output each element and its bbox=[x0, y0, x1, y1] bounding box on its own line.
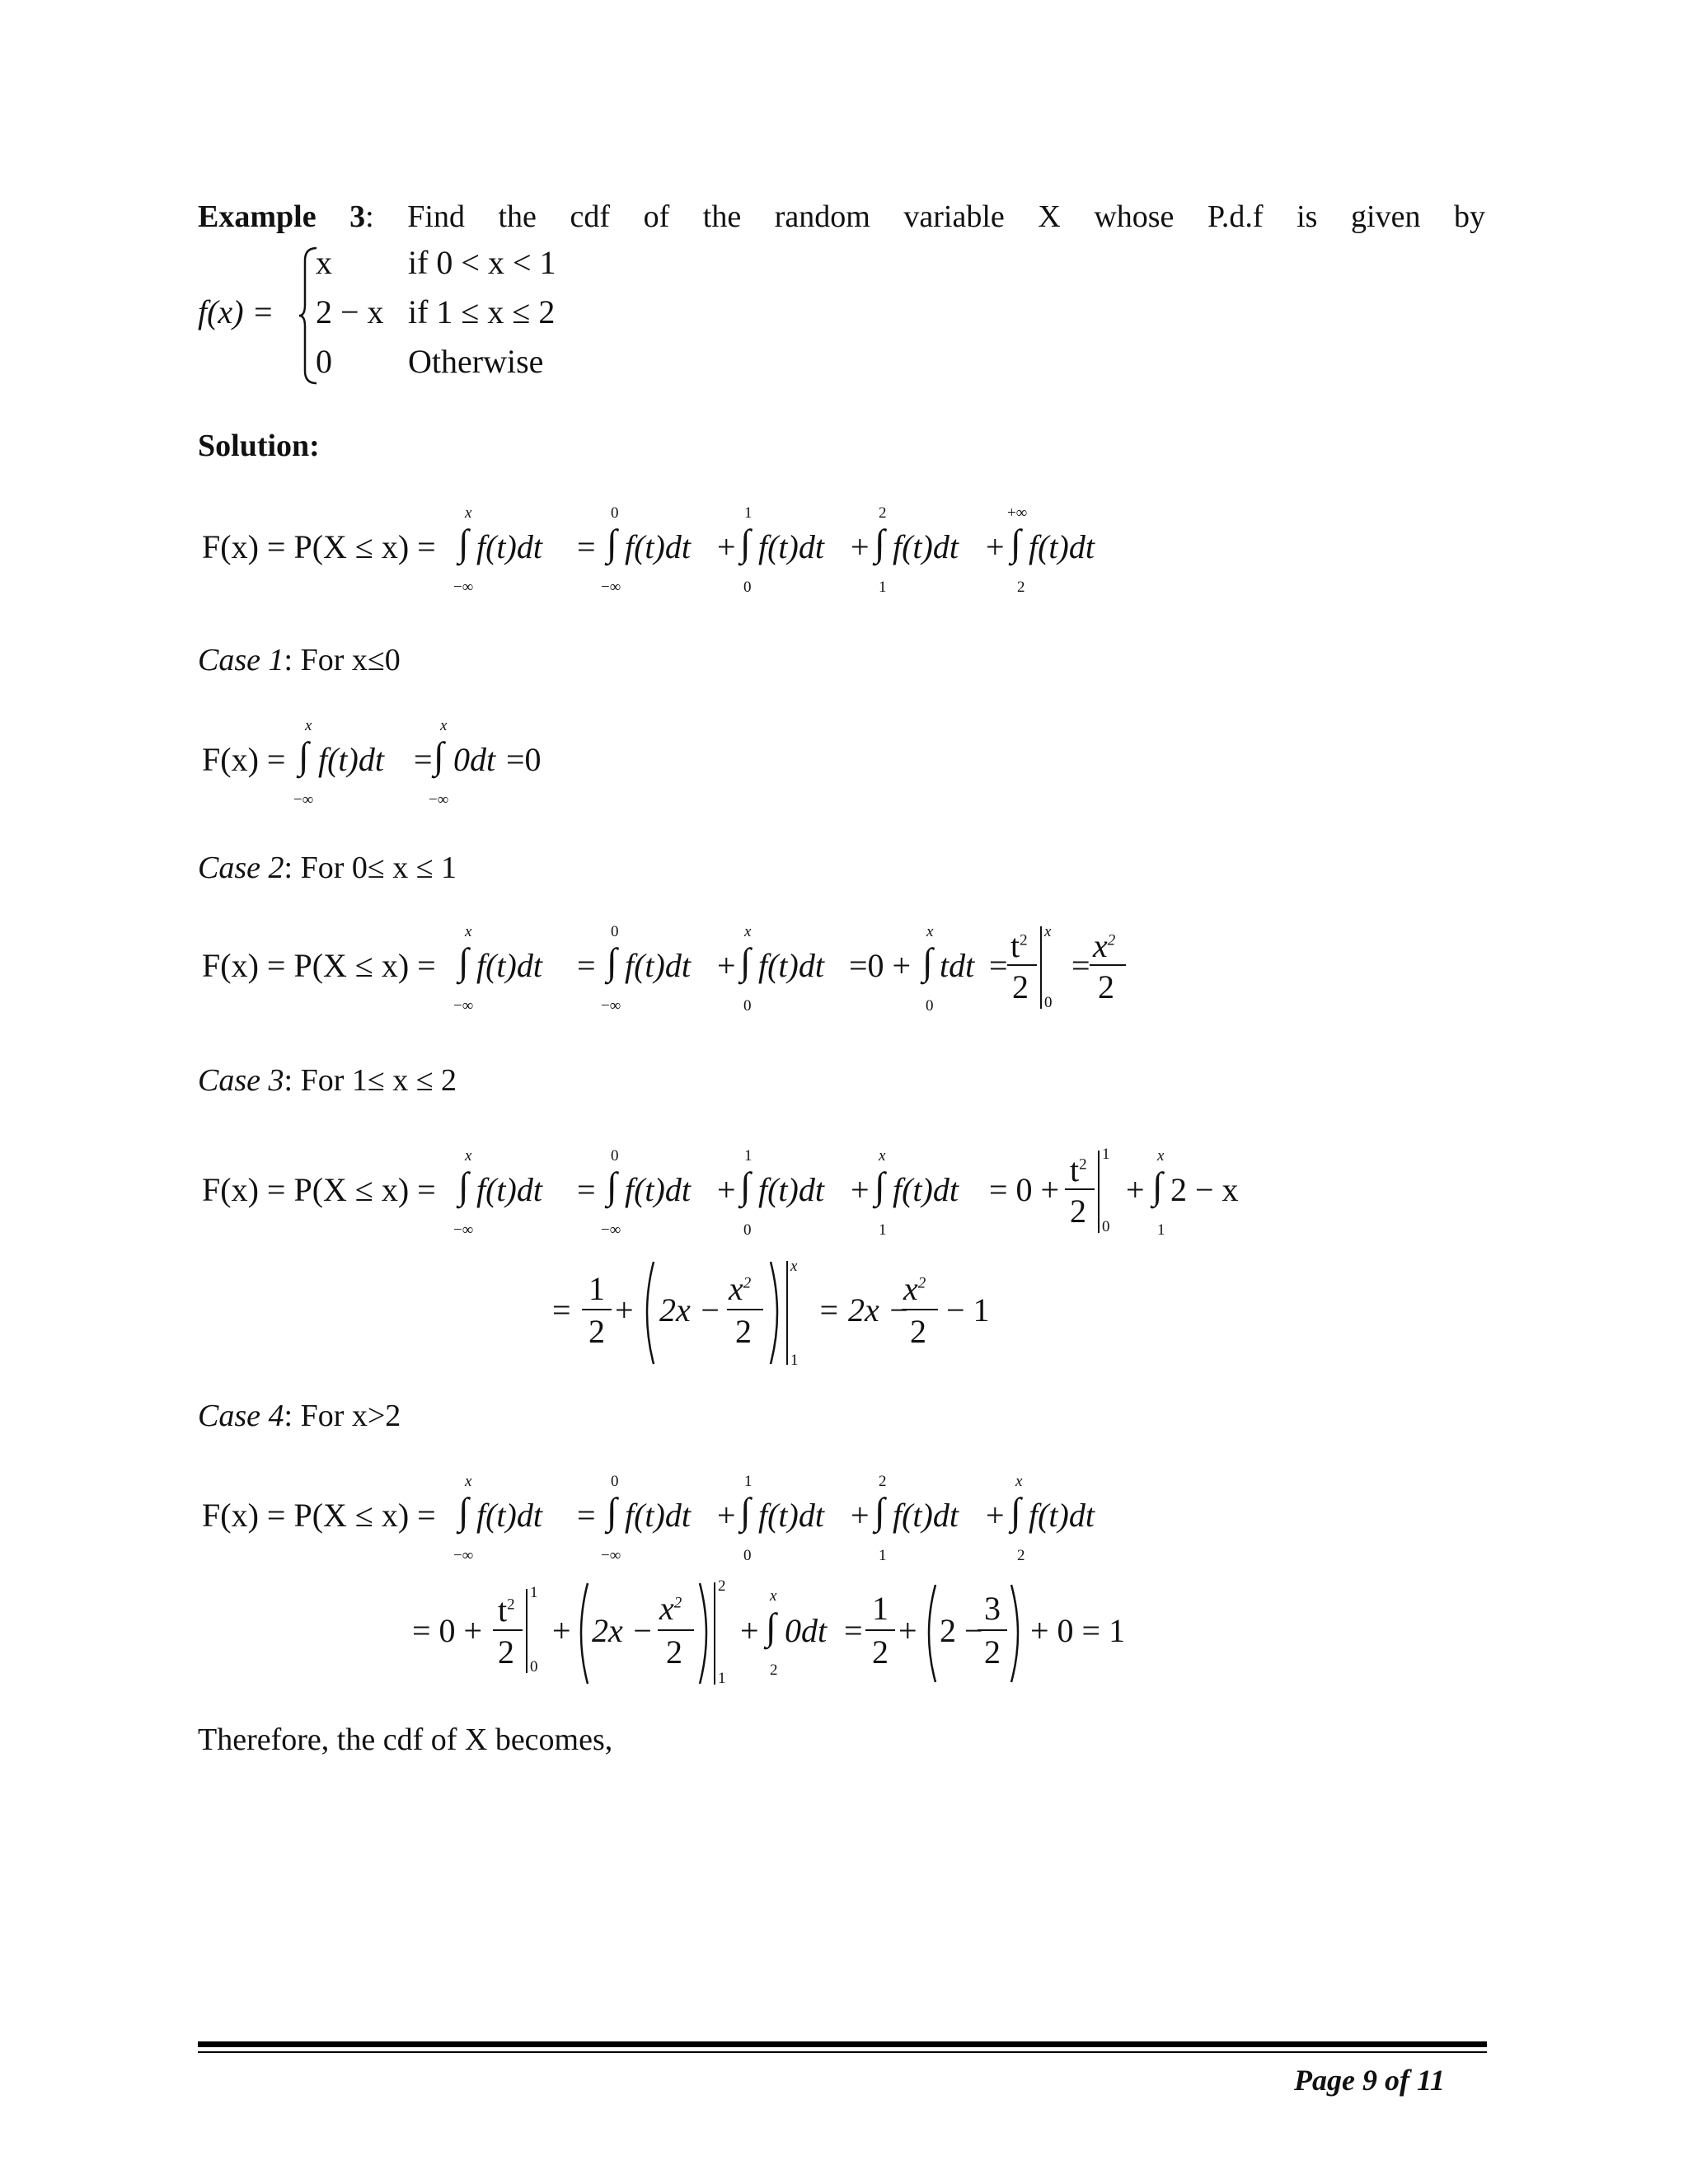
case3-l2-x2-exp: 2 bbox=[917, 1274, 926, 1292]
case1-int1-upper: x bbox=[305, 717, 312, 734]
case3-l2-plus: + bbox=[615, 1291, 634, 1329]
integral-icon: ∫ bbox=[434, 734, 444, 776]
case3-t: t bbox=[1070, 1151, 1080, 1188]
case3-tail: 2 − x bbox=[1170, 1171, 1239, 1208]
integral-icon: ∫ bbox=[607, 522, 617, 564]
integral-icon: ∫ bbox=[766, 1605, 776, 1647]
case-2-condition: For 0≤ x ≤ 1 bbox=[300, 851, 457, 885]
case4-l2-eval1-lower: 0 bbox=[530, 1658, 538, 1675]
case4-l2-t-exp: 2 bbox=[507, 1596, 515, 1614]
case4-int3-upper: 1 bbox=[744, 1473, 753, 1490]
case4-integrand-4: f(t)dt bbox=[893, 1497, 959, 1534]
case3-plus-1: + bbox=[717, 1171, 736, 1208]
case4-l2-start: = 0 + bbox=[412, 1612, 483, 1649]
case4-l2-x: x bbox=[659, 1590, 674, 1627]
case3-l2-frac2-num bbox=[729, 1269, 751, 1309]
integral-icon: ∫ bbox=[458, 522, 469, 564]
case1-lhs: F(x) = bbox=[202, 741, 286, 778]
case-2-label: Case 2 bbox=[198, 851, 284, 885]
case4-l2-x-exp: 2 bbox=[673, 1594, 682, 1612]
pdf-row-3-cond: Otherwise bbox=[408, 343, 544, 380]
case2-eq2: = bbox=[989, 947, 1008, 984]
example-statement: Example 3: Find the cdf of the random variable X whose P.d.f is given by bbox=[198, 199, 1486, 234]
case-3-condition: For 1≤ x ≤ 2 bbox=[300, 1063, 457, 1098]
case-4-label: Case 4 bbox=[198, 1399, 284, 1433]
case4-int1-upper: x bbox=[465, 1473, 472, 1490]
integral-icon: ∫ bbox=[1010, 522, 1021, 564]
case4-l2-frac1-num bbox=[498, 1591, 515, 1630]
case4-l2-plus-2: + bbox=[740, 1612, 759, 1649]
case1-int2-upper: x bbox=[440, 717, 448, 734]
general-int2-lower: −∞ bbox=[601, 579, 621, 596]
case2-eval-upper: x bbox=[1044, 923, 1052, 940]
case3-int5-lower: 1 bbox=[1157, 1221, 1165, 1239]
fraction-bar bbox=[902, 1309, 938, 1310]
general-int3-lower: 0 bbox=[743, 579, 752, 596]
case3-int2-upper: 0 bbox=[611, 1147, 619, 1165]
general-integrand-3: f(t)dt bbox=[758, 528, 824, 565]
case3-int1-upper: x bbox=[465, 1147, 472, 1165]
case3-int5-upper: x bbox=[1157, 1147, 1165, 1165]
right-paren-icon bbox=[697, 1581, 715, 1686]
general-integrand-1: f(t)dt bbox=[476, 528, 542, 565]
case1-int1-lower: −∞ bbox=[293, 791, 314, 808]
case4-int2-lower: −∞ bbox=[601, 1547, 621, 1564]
case4-int4-lower: 1 bbox=[879, 1547, 887, 1564]
fraction-bar bbox=[978, 1629, 1007, 1631]
case3-l2-x-exp: 2 bbox=[743, 1274, 752, 1292]
case4-integrand-3: f(t)dt bbox=[758, 1497, 824, 1534]
case2-int3-lower: 0 bbox=[743, 997, 752, 1015]
integral-icon: ∫ bbox=[607, 940, 617, 982]
pdf-row-2-cond: if 1 ≤ x ≤ 2 bbox=[408, 293, 556, 330]
case2-int1-upper: x bbox=[465, 923, 472, 940]
integral-icon: ∫ bbox=[458, 1165, 469, 1207]
case2-frac1-den: 2 bbox=[1012, 968, 1029, 1005]
case3-integrand-4: f(t)dt bbox=[893, 1171, 959, 1208]
case1-result: =0 bbox=[506, 741, 542, 778]
case4-int5-lower: 2 bbox=[1017, 1547, 1025, 1564]
general-lhs: F(x) = P(X ≤ x) = bbox=[202, 528, 436, 565]
right-paren-icon bbox=[768, 1259, 786, 1366]
case-3-label: Case 3 bbox=[198, 1063, 284, 1098]
case2-eq3: = bbox=[1071, 947, 1090, 984]
case3-int3-upper: 1 bbox=[744, 1147, 753, 1165]
general-int4-upper: 2 bbox=[879, 504, 887, 522]
case4-l2-zero-dt: 0dt bbox=[785, 1612, 828, 1649]
eval-bar bbox=[526, 1589, 528, 1673]
case4-l2-frac2-num bbox=[659, 1589, 682, 1629]
case4-integrand-5: f(t)dt bbox=[1029, 1497, 1095, 1534]
footer-rule-thin bbox=[198, 2051, 1487, 2053]
page-number: Page 9 of 11 bbox=[1294, 2064, 1445, 2097]
case2-frac2-den: 2 bbox=[1098, 968, 1114, 1005]
case4-l2-frac4-den: 2 bbox=[984, 1633, 1001, 1671]
case4-l2-int-lower: 2 bbox=[770, 1661, 778, 1679]
case-1-heading: Case 1: For x≤0 bbox=[198, 643, 401, 677]
case2-frac1-num bbox=[1010, 926, 1028, 966]
case-3-heading: Case 3: For 1≤ x ≤ 2 bbox=[198, 1063, 457, 1098]
case2-eq: = bbox=[577, 947, 596, 984]
case1-eq: = bbox=[414, 741, 433, 778]
integral-icon: ∫ bbox=[607, 1490, 617, 1532]
case4-l2-frac3-den: 2 bbox=[872, 1633, 889, 1671]
general-integrand-2: f(t)dt bbox=[625, 528, 691, 565]
case4-l2-inner: 2x − bbox=[592, 1612, 654, 1649]
case2-int4-upper: x bbox=[926, 923, 934, 940]
case3-l2-frac1-num: 1 bbox=[588, 1270, 605, 1307]
case2-int2-upper: 0 bbox=[611, 923, 619, 940]
case2-int3-upper: x bbox=[744, 923, 752, 940]
integral-icon: ∫ bbox=[874, 1165, 885, 1207]
case3-l2-eq2: = 2x − bbox=[818, 1291, 910, 1329]
case3-int4-lower: 1 bbox=[879, 1221, 887, 1239]
integral-icon: ∫ bbox=[922, 940, 933, 982]
case-2-heading: Case 2: For 0≤ x ≤ 1 bbox=[198, 851, 457, 885]
fraction-bar bbox=[1065, 1188, 1095, 1190]
case4-lhs: F(x) = P(X ≤ x) = bbox=[202, 1497, 436, 1534]
case4-l2-end: + 0 = 1 bbox=[1030, 1612, 1126, 1649]
fraction-bar bbox=[1007, 964, 1037, 966]
case3-eq: = bbox=[577, 1171, 596, 1208]
pdf-row-2-expr: 2 − x bbox=[316, 293, 384, 330]
case2-int2-lower: −∞ bbox=[601, 997, 621, 1015]
case3-l2-frac1-den: 2 bbox=[588, 1313, 605, 1350]
case3-frac1-num bbox=[1070, 1151, 1087, 1190]
pdf-row-3-expr: 0 bbox=[316, 343, 332, 380]
case3-plus-2: + bbox=[851, 1171, 870, 1208]
case4-l2-frac1-den: 2 bbox=[498, 1633, 514, 1671]
example-label: Example 3 bbox=[198, 199, 366, 234]
case2-tdt: tdt bbox=[940, 947, 975, 984]
case3-lhs: F(x) = P(X ≤ x) = bbox=[202, 1171, 436, 1208]
case3-l2-frac3-num bbox=[903, 1269, 926, 1309]
integral-icon: ∫ bbox=[1010, 1490, 1021, 1532]
case4-eq: = bbox=[577, 1497, 596, 1534]
case3-plus-3: + bbox=[1126, 1171, 1145, 1208]
case3-l2-frac3-den: 2 bbox=[910, 1313, 926, 1350]
case2-int4-lower: 0 bbox=[926, 997, 934, 1015]
case1-integrand-1: f(t)dt bbox=[318, 741, 384, 778]
case2-lhs: F(x) = P(X ≤ x) = bbox=[202, 947, 436, 984]
case3-eval-upper: 1 bbox=[1102, 1146, 1110, 1163]
case4-int2-upper: 0 bbox=[611, 1473, 619, 1490]
case3-l2-eval-upper: x bbox=[790, 1258, 798, 1275]
eval-bar bbox=[1098, 1151, 1100, 1233]
case4-int5-upper: x bbox=[1015, 1473, 1023, 1490]
case4-l2-eval2-upper: 2 bbox=[718, 1577, 726, 1595]
case-4-condition: For x>2 bbox=[300, 1399, 401, 1433]
case4-l2-eval2-lower: 1 bbox=[718, 1670, 726, 1687]
case4-l2-frac4-num: 3 bbox=[984, 1590, 1001, 1627]
case-1-condition: For x≤0 bbox=[300, 643, 401, 677]
case4-l2-frac3-num: 1 bbox=[872, 1590, 889, 1627]
case2-t: t bbox=[1010, 927, 1020, 964]
integral-icon: ∫ bbox=[458, 940, 469, 982]
left-paren-icon bbox=[572, 1581, 590, 1686]
case4-plus-1: + bbox=[717, 1497, 736, 1534]
case3-int2-lower: −∞ bbox=[601, 1221, 621, 1239]
case3-frac1-den: 2 bbox=[1070, 1193, 1086, 1230]
case4-integrand-2: f(t)dt bbox=[625, 1497, 691, 1534]
general-integrand-4: f(t)dt bbox=[893, 528, 959, 565]
integral-icon: ∫ bbox=[874, 522, 885, 564]
eval-bar bbox=[786, 1261, 788, 1365]
case4-int1-lower: −∞ bbox=[453, 1547, 474, 1564]
general-int2-upper: 0 bbox=[611, 504, 619, 522]
fraction-bar bbox=[727, 1309, 763, 1310]
integral-icon: ∫ bbox=[298, 734, 309, 776]
integral-icon: ∫ bbox=[874, 1490, 885, 1532]
general-integrand-5: f(t)dt bbox=[1029, 528, 1095, 565]
case3-l2-x: x bbox=[729, 1270, 743, 1307]
case4-integrand-1: f(t)dt bbox=[476, 1497, 542, 1534]
case3-l2-x2: x bbox=[903, 1270, 918, 1307]
general-plus-2: + bbox=[851, 528, 870, 565]
eval-bar bbox=[1040, 926, 1042, 1009]
case3-int1-lower: −∞ bbox=[453, 1221, 474, 1239]
case3-integrand-3: f(t)dt bbox=[758, 1171, 824, 1208]
case4-l2-int-upper: x bbox=[770, 1587, 777, 1605]
case4-l2-eq: = bbox=[844, 1612, 863, 1649]
fraction-bar bbox=[1090, 964, 1126, 966]
general-int1-upper: x bbox=[465, 504, 472, 522]
case2-integrand-3: f(t)dt bbox=[758, 947, 824, 984]
case3-integrand-1: f(t)dt bbox=[476, 1171, 542, 1208]
case2-x: x bbox=[1093, 927, 1108, 964]
case4-int3-lower: 0 bbox=[743, 1547, 752, 1564]
case2-mid: =0 + bbox=[849, 947, 912, 984]
eval-bar bbox=[714, 1582, 715, 1685]
case2-t-exp: 2 bbox=[1020, 931, 1028, 949]
case4-l2-inner2: 2 − bbox=[940, 1612, 983, 1649]
example-text: Find the cdf of the random variable X whose P.d.f is given by bbox=[407, 199, 1486, 234]
integral-icon: ∫ bbox=[458, 1490, 469, 1532]
pdf-row-1-cond: if 0 < x < 1 bbox=[408, 244, 556, 281]
pdf-row-1-expr: x bbox=[316, 244, 332, 281]
case3-int3-lower: 0 bbox=[743, 1221, 752, 1239]
solution-label: Solution: bbox=[198, 429, 320, 463]
case3-l2-frac2-den: 2 bbox=[735, 1313, 752, 1350]
case4-plus-3: + bbox=[986, 1497, 1005, 1534]
case3-l2-eq: = bbox=[552, 1291, 571, 1329]
case3-int4-upper: x bbox=[879, 1147, 886, 1165]
general-eq: = bbox=[577, 528, 596, 565]
case2-int1-lower: −∞ bbox=[453, 997, 474, 1015]
integral-icon: ∫ bbox=[740, 1490, 751, 1532]
case2-x-exp: 2 bbox=[1107, 931, 1116, 949]
case3-eval-lower: 0 bbox=[1102, 1218, 1110, 1235]
case4-l2-eval1-upper: 1 bbox=[530, 1584, 538, 1601]
case4-l2-plus-1: + bbox=[552, 1612, 571, 1649]
case4-l2-frac2-den: 2 bbox=[666, 1633, 682, 1671]
fraction-bar bbox=[582, 1309, 612, 1310]
left-paren-icon bbox=[638, 1259, 656, 1366]
case1-int2-lower: −∞ bbox=[429, 791, 449, 808]
general-int4-lower: 1 bbox=[879, 579, 887, 596]
fraction-bar bbox=[493, 1629, 523, 1631]
general-plus-3: + bbox=[986, 528, 1005, 565]
fraction-bar bbox=[865, 1629, 895, 1631]
integral-icon: ∫ bbox=[740, 522, 751, 564]
case1-integrand-2: 0dt bbox=[453, 741, 496, 778]
general-int3-upper: 1 bbox=[744, 504, 753, 522]
integral-icon: ∫ bbox=[740, 940, 751, 982]
case4-int4-upper: 2 bbox=[879, 1473, 887, 1490]
case2-integrand-2: f(t)dt bbox=[625, 947, 691, 984]
case2-eval-lower: 0 bbox=[1044, 994, 1053, 1011]
general-plus-1: + bbox=[717, 528, 736, 565]
case4-l2-t: t bbox=[498, 1591, 508, 1629]
fraction-bar bbox=[658, 1629, 694, 1631]
case3-mid: = 0 + bbox=[989, 1171, 1060, 1208]
general-int5-lower: 2 bbox=[1017, 579, 1025, 596]
integral-icon: ∫ bbox=[740, 1165, 751, 1207]
integral-icon: ∫ bbox=[607, 1165, 617, 1207]
case4-l2-plus-3: + bbox=[898, 1612, 917, 1649]
case3-l2-minus-one: − 1 bbox=[946, 1291, 990, 1329]
case-4-heading: Case 4: For x>2 bbox=[198, 1399, 401, 1433]
right-paren-icon bbox=[1009, 1582, 1027, 1685]
case4-plus-2: + bbox=[851, 1497, 870, 1534]
case3-l2-inner: 2x − bbox=[659, 1291, 721, 1329]
pdf-lhs: f(x) = bbox=[198, 293, 274, 330]
case3-l2-eval-lower: 1 bbox=[790, 1352, 799, 1369]
case2-integrand-1: f(t)dt bbox=[476, 947, 542, 984]
case-1-label: Case 1 bbox=[198, 643, 284, 677]
case2-plus: + bbox=[717, 947, 736, 984]
general-int5-upper: +∞ bbox=[1007, 504, 1028, 522]
general-int1-lower: −∞ bbox=[453, 579, 474, 596]
case2-frac2-num bbox=[1093, 926, 1115, 966]
footer-rule-thick bbox=[198, 2041, 1487, 2047]
conclusion-text: Therefore, the cdf of X becomes, bbox=[198, 1722, 613, 1757]
left-paren-icon bbox=[920, 1582, 938, 1685]
integral-icon: ∫ bbox=[1152, 1165, 1163, 1207]
case3-integrand-2: f(t)dt bbox=[625, 1171, 691, 1208]
case3-t-exp: 2 bbox=[1079, 1155, 1087, 1174]
